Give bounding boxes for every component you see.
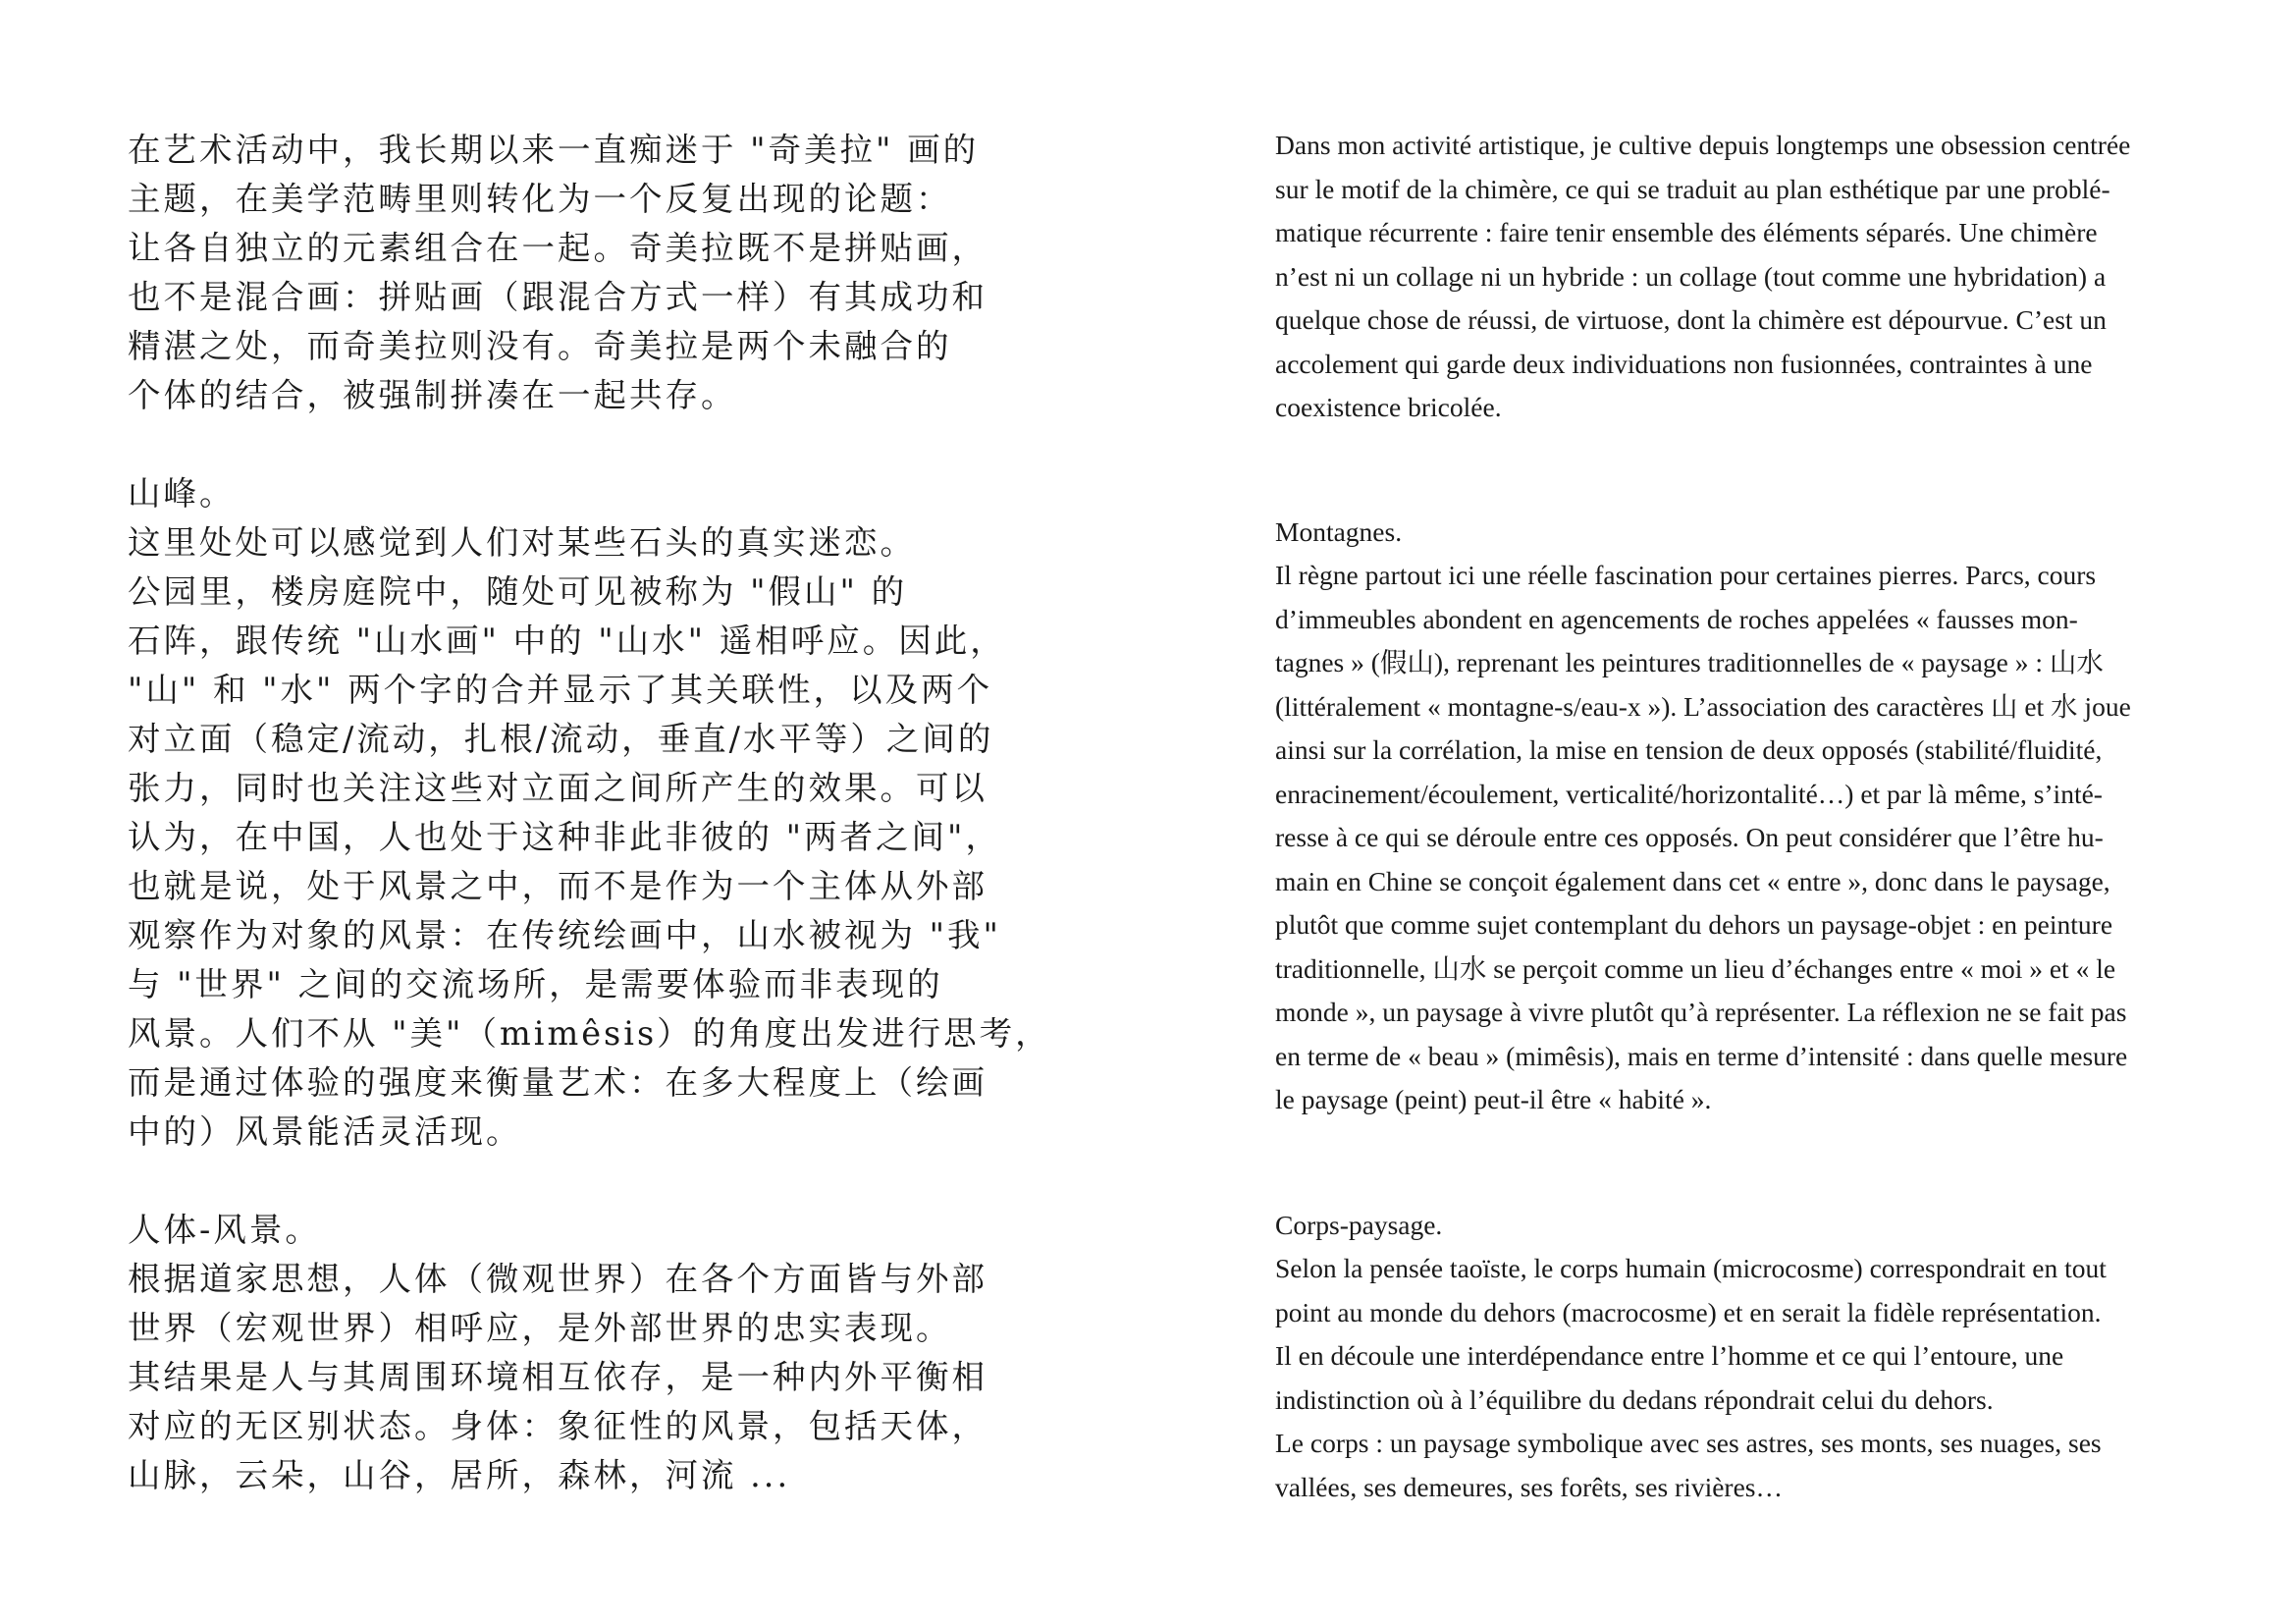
- text-line: Dans mon activité artistique, je cultive depuis longtemps une obsession centrée: [1275, 130, 2131, 160]
- text-line: vallées, ses demeures, ses forêts, ses rivières…: [1275, 1471, 1783, 1502]
- text-line: matique récurrente : faire tenir ensemble des éléments séparés. Une chimère: [1275, 217, 2098, 247]
- text-line: 而是通过体验的强度来衡量艺术：在多大程度上（绘画: [128, 1063, 988, 1102]
- text-line: tagnes » (假山), reprenant les peintures traditionnelles de « paysage » : 山水: [1275, 647, 2104, 677]
- text-line: 主题，在美学范畴里则转化为一个反复出现的论题：: [128, 180, 952, 218]
- section-heading: Corps-paysage.: [1275, 1209, 1443, 1240]
- text-line: 在艺术活动中，我长期以来一直痴迷于 "奇美拉" 画的: [128, 131, 980, 169]
- french-paragraph-chimera: [1275, 124, 2257, 430]
- text-line: 精湛之处，而奇美拉则没有。奇美拉是两个未融合的: [128, 327, 952, 365]
- text-line: 世界（宏观世界）相呼应，是外部世界的忠实表现。: [128, 1309, 952, 1347]
- section-heading: 人体-风景。: [128, 1211, 321, 1249]
- text-line: "山" 和 "水" 两个字的合并显示了其关联性，以及两个: [128, 671, 993, 709]
- text-line: le paysage (peint) peut-il être « habité ».: [1275, 1084, 1712, 1114]
- text-line: indistinction où à l’équilibre du dedans répondrait celui du dehors.: [1275, 1383, 1994, 1415]
- section-heading: Montagnes.: [1275, 515, 1403, 547]
- text-line: accolement qui garde deux individuations non fusionnées, contraintes à une: [1275, 348, 2093, 379]
- chinese-paragraph-mountains: [128, 469, 1109, 1157]
- paragraph-spacer: [1275, 430, 2257, 511]
- text-line: sur le motif de la chimère, ce qui se traduit au plan esthétique par une problé-: [1275, 173, 2110, 204]
- text-line: enracinement/écoulement, verticalité/horizontalité…) et par là même, s’inté-: [1275, 778, 2103, 809]
- text-line: 山脉，云朵，山谷，居所，森林，河流 ...: [128, 1456, 791, 1494]
- text-line: d’immeubles abondent en agencements de roches appelées « fausses mon-: [1275, 603, 2078, 634]
- french-paragraph-body-landscape: [1275, 1204, 2257, 1510]
- text-line: quelque chose de réussi, de virtuose, dont la chimère est dépourvue. C’est un: [1275, 304, 2107, 335]
- text-line: (littéralement « montagne-s/eau-x »). L’association des caractères 山 et 水 joue: [1275, 690, 2131, 722]
- text-line: 这里处处可以感觉到人们对某些石头的真实迷恋。: [128, 523, 916, 562]
- text-line: 个体的结合，被强制拼凑在一起共存。: [128, 376, 737, 414]
- text-line: coexistence bricolée.: [1275, 392, 1502, 422]
- chinese-text-column: [128, 126, 1109, 1500]
- paragraph-spacer: [128, 420, 1109, 469]
- chinese-paragraph-chimera: [128, 126, 1109, 420]
- text-line: traditionnelle, 山水 se perçoit comme un lieu d’échanges entre « moi » et « le: [1275, 952, 2116, 984]
- text-line: main en Chine se conçoit également dans cet « entre », donc dans le paysage,: [1275, 865, 2110, 896]
- text-line: point au monde du dehors (macrocosme) et en serait la fidèle représentation.: [1275, 1296, 2102, 1327]
- text-line: 认为，在中国，人也处于这种非此非彼的 "两者之间"，: [128, 818, 1001, 856]
- text-line: Selon la pensée taoïste, le corps humain (microcosme) correspondrait en tout: [1275, 1253, 2107, 1283]
- text-line: resse à ce qui se déroule entre ces opposés. On peut considérer que l’être hu-: [1275, 822, 2104, 852]
- text-line: n’est ni un collage ni un hybride : un collage (tout comme une hybridation) a: [1275, 260, 2107, 292]
- text-line: 对应的无区别状态。身体：象征性的风景，包括天体，: [128, 1407, 988, 1445]
- text-line: Il en découle une interdépendance entre l’homme et ce qui l’entoure, une: [1275, 1340, 2064, 1371]
- text-line: Le corps : un paysage symbolique avec ses astres, ses monts, ses nuages, ses: [1275, 1428, 2102, 1458]
- paragraph-spacer: [128, 1157, 1109, 1206]
- text-line: 让各自独立的元素组合在一起。奇美拉既不是拼贴画，: [128, 229, 988, 267]
- text-line: 石阵，跟传统 "山水画" 中的 "山水" 遥相呼应。因此，: [128, 622, 1006, 660]
- text-line: 对立面（稳定/流动，扎根/流动，垂直/水平等）之间的: [128, 720, 994, 758]
- text-line: 中的）风景能活灵活现。: [128, 1112, 522, 1151]
- paragraph-spacer: [1275, 1122, 2257, 1204]
- text-line: plutôt que comme sujet contemplant du dehors un paysage-objet : en peinture: [1275, 909, 2113, 940]
- text-line: Il règne partout ici une réelle fascination pour certaines pierres. Parcs, cours: [1275, 560, 2097, 590]
- french-text-column: [1275, 124, 2257, 1509]
- text-line: 与 "世界" 之间的交流场所，是需要体验而非表现的: [128, 965, 943, 1003]
- chinese-paragraph-body-landscape: [128, 1206, 1109, 1500]
- text-line: 也就是说，处于风景之中，而不是作为一个主体从外部: [128, 867, 988, 905]
- text-line: 观察作为对象的风景：在传统绘画中，山水被视为 "我": [128, 916, 1001, 954]
- text-line: en terme de « beau » (mimêsis), mais en terme d’intensité : dans quelle mesure: [1275, 1040, 2128, 1071]
- text-line: 张力，同时也关注这些对立面之间所产生的效果。可以: [128, 769, 988, 807]
- french-paragraph-mountains: [1275, 511, 2257, 1122]
- text-line: ainsi sur la corrélation, la mise en tension de deux opposés (stabilité/fluidité,: [1275, 734, 2103, 765]
- text-line: 其结果是人与其周围环境相互依存，是一种内外平衡相: [128, 1358, 988, 1396]
- text-line: 根据道家思想，人体（微观世界）在各个方面皆与外部: [128, 1260, 988, 1298]
- text-line: 也不是混合画：拼贴画（跟混合方式一样）有其成功和: [128, 278, 988, 316]
- text-line: monde », un paysage à vivre plutôt qu’à représenter. La réflexion ne se fait pas: [1275, 997, 2127, 1027]
- text-line: 风景。人们不从 "美"（mimêsis）的角度出发进行思考，: [128, 1014, 1051, 1053]
- text-line: 公园里，楼房庭院中，随处可见被称为 "假山" 的: [128, 572, 908, 611]
- section-heading: 山峰。: [128, 474, 236, 513]
